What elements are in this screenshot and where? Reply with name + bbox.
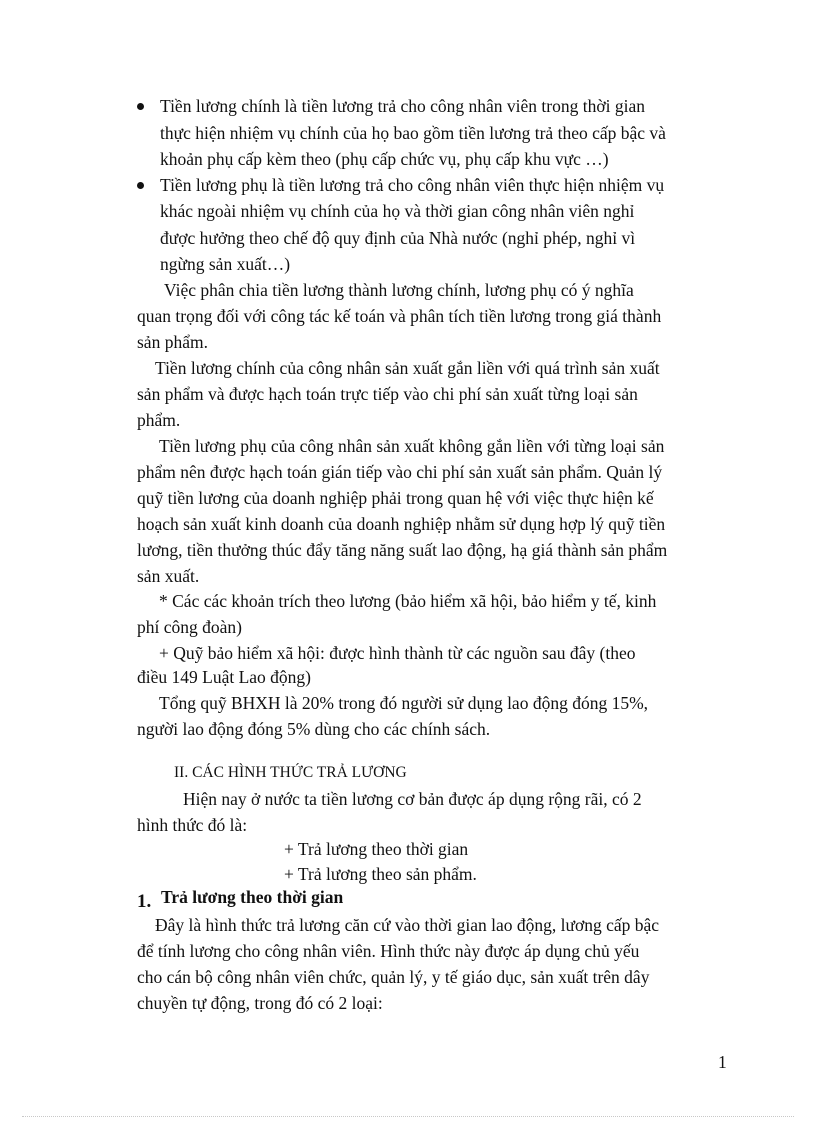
- bullet-line: ngừng sản xuất…): [160, 254, 291, 274]
- heading-title: Trả lương theo thời gian: [161, 887, 344, 907]
- paragraph-line: quan trọng đối với công tác kế toán và phân tích tiền lương trong giá thành: [137, 306, 662, 326]
- paragraph-line: + Quỹ bảo hiểm xã hội: được hình thành từ các nguồn sau đây (theo: [159, 643, 636, 663]
- paragraph-line: để tính lương cho công nhân viên. Hình thức này được áp dụng chủ yếu: [137, 941, 640, 961]
- form-item: + Trả lương theo thời gian: [284, 839, 469, 859]
- paragraph-line: * Các các khoản trích theo lương (bảo hiểm xã hội, bảo hiểm y tế, kinh: [159, 591, 657, 611]
- intro-line: hình thức đó là:: [137, 815, 248, 835]
- paragraph-line: sản phẩm.: [137, 332, 208, 352]
- bullet-line: được hưởng theo chế độ quy định của Nhà nước (nghỉ phép, nghỉ vì: [160, 228, 636, 248]
- section-title: II. CÁC HÌNH THỨC TRẢ LƯƠNG: [174, 764, 407, 781]
- paragraph-line: chuyền tự động, trong đó có 2 loại:: [137, 993, 383, 1013]
- paragraph-line: lương, tiền thưởng thúc đẩy tăng năng suất lao động, hạ giá thành sản phẩm: [137, 540, 668, 560]
- paragraph-line: điều 149 Luật Lao động): [137, 667, 311, 687]
- form-item: + Trả lương theo sản phẩm.: [284, 864, 477, 884]
- paragraph-line: phẩm nên được hạch toán gián tiếp vào chi phí sản xuất sản phẩm. Quản lý: [137, 462, 663, 482]
- intro-line: Hiện nay ở nước ta tiền lương cơ bản được áp dụng rộng rãi, có 2: [183, 789, 642, 809]
- bullet-line: thực hiện nhiệm vụ chính của họ bao gồm tiền lương trả theo cấp bậc và: [160, 123, 666, 143]
- paragraph-line: Tiền lương chính của công nhân sản xuất gắn liền với quá trình sản xuất: [155, 358, 660, 378]
- paragraph-line: cho cán bộ công nhân viên chức, quản lý, y tế giáo dục, sản xuất trên dây: [137, 967, 650, 987]
- bullet-point: [137, 103, 144, 110]
- bullet-line: khoản phụ cấp kèm theo (phụ cấp chức vụ, phụ cấp khu vực …): [160, 149, 609, 169]
- bullet-line: Tiền lương chính là tiền lương trả cho công nhân viên trong thời gian: [160, 96, 645, 116]
- paragraph-line: Tiền lương phụ của công nhân sản xuất không gắn liền với từng loại sản: [159, 436, 665, 456]
- page-bottom-divider: [22, 1116, 794, 1117]
- bullet-point: [137, 182, 144, 189]
- paragraph-line: phẩm.: [137, 410, 181, 430]
- paragraph-line: Đây là hình thức trả lương căn cứ vào thời gian lao động, lương cấp bậc: [155, 915, 660, 935]
- paragraph-line: phí công đoàn): [137, 617, 242, 637]
- bullet-line: Tiền lương phụ là tiền lương trả cho công nhân viên thực hiện nhiệm vụ: [160, 175, 665, 195]
- paragraph-line: Việc phân chia tiền lương thành lương chính, lương phụ có ý nghĩa: [164, 280, 634, 300]
- bullet-line: khác ngoài nhiệm vụ chính của họ và thời gian công nhân viên nghỉ: [160, 201, 635, 221]
- paragraph-line: quỹ tiền lương của doanh nghiệp phải trong quan hệ với việc thực hiện kế: [137, 488, 654, 508]
- paragraph-line: Tổng quỹ BHXH là 20% trong đó người sử dụng lao động đóng 15%,: [159, 693, 649, 713]
- paragraph-line: sản phẩm và được hạch toán trực tiếp vào chi phí sản xuất từng loại sản: [137, 384, 638, 404]
- page-number: 1: [718, 1052, 727, 1072]
- paragraph-line: hoạch sản xuất kinh doanh của doanh nghiệp nhằm sử dụng hợp lý quỹ tiền: [137, 514, 666, 534]
- paragraph-line: người lao động đóng 5% dùng cho các chính sách.: [137, 719, 491, 739]
- heading-number: 1.: [137, 891, 152, 912]
- paragraph-line: sản xuất.: [137, 566, 200, 586]
